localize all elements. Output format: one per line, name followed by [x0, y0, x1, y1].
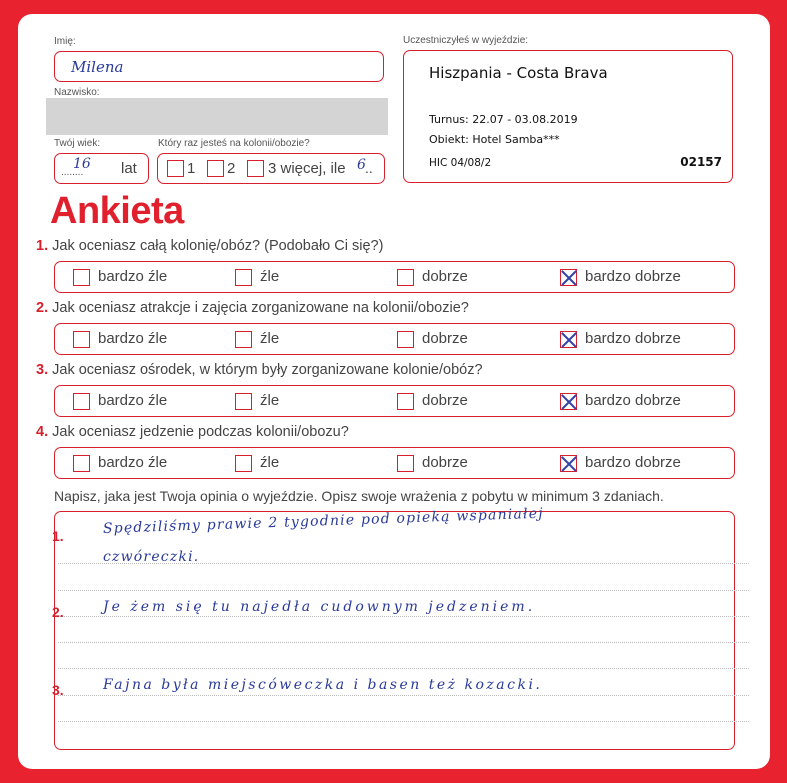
opinion-rule [58, 616, 749, 617]
wiek-field[interactable] [54, 153, 149, 184]
question-1-num: 1. [36, 238, 49, 254]
question-3 [36, 362, 483, 378]
kolonia-opt2: 2 [227, 160, 236, 177]
q3-option-label: źle [260, 392, 280, 409]
opinion-line-3-text: Fajna była miejscóweczka i basen też kozacki. [103, 677, 543, 693]
question-4-options [54, 447, 735, 479]
opinion-line-2-text: Je żem się tu najedła cudownym jedzeniem. [103, 599, 536, 615]
wiek-unit: lat [121, 160, 137, 177]
question-4-num: 4. [36, 424, 49, 440]
trip-code: HIC 04/08/2 [429, 157, 492, 169]
kolonia-checkbox-1[interactable] [167, 160, 184, 177]
q4-checkbox-bardzo-dobrze[interactable] [560, 455, 577, 472]
question-4-text: Jak oceniasz jedzenie podczas kolonii/obozu? [52, 424, 349, 440]
question-3-num: 3. [36, 362, 49, 378]
opinion-rule [58, 721, 749, 722]
q2-checkbox-bardzo-dobrze[interactable] [560, 331, 577, 348]
q1-checkbox-zle[interactable] [235, 269, 252, 286]
opinion-line-3-num: 3. [52, 682, 64, 698]
opinion-rule [58, 695, 749, 696]
q2-checkbox-zle[interactable] [235, 331, 252, 348]
q3-option-label: bardzo źle [98, 392, 168, 409]
opinion-line-1-text: Spędziliśmy prawie 2 tygodnie pod opieką wspaniałej [102, 505, 545, 537]
question-1 [36, 238, 383, 254]
q3-checkbox-bardzo-zle[interactable] [73, 393, 90, 410]
kolonia-opt1: 1 [187, 160, 196, 177]
q2-checkbox-dobrze[interactable] [397, 331, 414, 348]
question-1-text: Jak oceniasz całą kolonię/obóz? (Podobało Ci się?) [52, 238, 384, 254]
kolonia-checkbox-3[interactable] [247, 160, 264, 177]
kolonia-label: Który raz jesteś na kolonii/obozie? [158, 138, 310, 149]
imie-field[interactable] [54, 51, 384, 82]
q2-option-label: bardzo źle [98, 330, 168, 347]
q2-option-label: dobrze [422, 330, 468, 347]
kolonia-dots: .. [365, 160, 373, 176]
opinion-rule [58, 590, 749, 591]
q2-option-label: bardzo dobrze [585, 330, 681, 347]
opinion-line-2-num: 2. [52, 604, 64, 620]
q1-checkbox-dobrze[interactable] [397, 269, 414, 286]
opinion-line-1-text-cont: czwóreczki. [103, 549, 200, 565]
trip-obiekt: Obiekt: Hotel Samba*** [429, 133, 560, 146]
wiek-label: Twój wiek: [54, 138, 101, 149]
survey-title: Ankieta [50, 190, 184, 232]
question-2 [36, 300, 469, 316]
opinion-rule [58, 668, 749, 669]
question-2-options [54, 323, 735, 355]
imie-value: Milena [71, 58, 124, 76]
q4-checkbox-bardzo-zle[interactable] [73, 455, 90, 472]
q3-option-label: bardzo dobrze [585, 392, 681, 409]
question-2-text: Jak oceniasz atrakcje i zajęcia zorganizowane na kolonii/obozie? [52, 300, 469, 316]
opinion-prompt: Napisz, jaka jest Twoja opinia o wyjeździe. Opisz swoje wrażenia z pobytu w minimum 3 zdaniach. [54, 488, 664, 504]
q4-option-label: bardzo dobrze [585, 454, 681, 471]
question-3-options [54, 385, 735, 417]
nazwisko-label: Nazwisko: [54, 87, 100, 98]
q4-checkbox-dobrze[interactable] [397, 455, 414, 472]
q1-option-label: bardzo dobrze [585, 268, 681, 285]
kolonia-field [157, 153, 385, 184]
q3-checkbox-dobrze[interactable] [397, 393, 414, 410]
kolonia-checkbox-2[interactable] [207, 160, 224, 177]
q4-option-label: źle [260, 454, 280, 471]
kolonia-opt3: 3 więcej, ile [268, 160, 346, 177]
opinion-rule [58, 642, 749, 643]
trip-box [403, 50, 733, 183]
question-1-options [54, 261, 735, 293]
trip-label: Uczestniczyłeś w wyjeździe: [403, 35, 529, 46]
q1-checkbox-bardzo-dobrze[interactable] [560, 269, 577, 286]
trip-turnus: Turnus: 22.07 - 03.08.2019 [429, 113, 578, 126]
wiek-value: 16 [73, 156, 91, 172]
q3-checkbox-zle[interactable] [235, 393, 252, 410]
q2-option-label: źle [260, 330, 280, 347]
q4-option-label: dobrze [422, 454, 468, 471]
trip-destination: Hiszpania - Costa Brava [429, 64, 608, 82]
q1-option-label: dobrze [422, 268, 468, 285]
q1-option-label: bardzo źle [98, 268, 168, 285]
kolonia-value: 6 [357, 157, 366, 173]
q4-option-label: bardzo źle [98, 454, 168, 471]
wiek-dots: ........ [61, 167, 84, 178]
q2-checkbox-bardzo-zle[interactable] [73, 331, 90, 348]
q1-option-label: źle [260, 268, 280, 285]
opinion-line-1-num: 1. [52, 528, 64, 544]
q4-checkbox-zle[interactable] [235, 455, 252, 472]
question-2-num: 2. [36, 300, 49, 316]
question-4 [36, 424, 349, 440]
q3-option-label: dobrze [422, 392, 468, 409]
opinion-box[interactable] [54, 511, 735, 750]
q1-checkbox-bardzo-zle[interactable] [73, 269, 90, 286]
imie-label: Imię: [54, 36, 76, 47]
nazwisko-redacted [46, 98, 388, 135]
trip-number: 02157 [680, 155, 722, 169]
question-3-text: Jak oceniasz ośrodek, w którym były zorganizowane kolonie/obóz? [52, 362, 483, 378]
q3-checkbox-bardzo-dobrze[interactable] [560, 393, 577, 410]
